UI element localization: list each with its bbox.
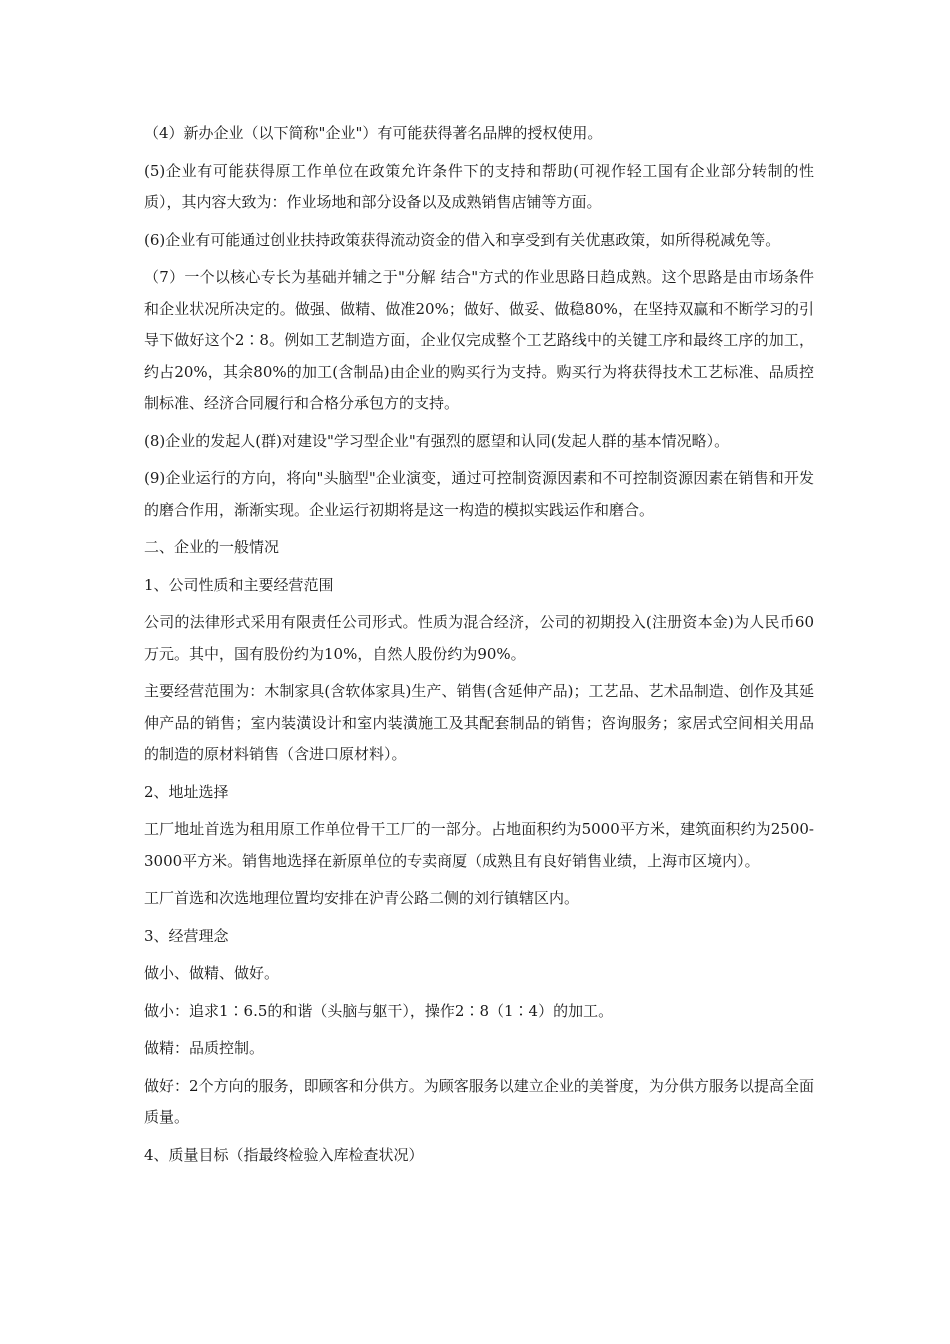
paragraph-operating-direction: (9)企业运行的方向，将向"头脑型"企业演变，通过可控制资源因素和不可控制资源因素在销售和开发的磨合作用，渐渐实现。企业运行初期将是这一构造的模拟实践运作和磨合。: [144, 469, 814, 519]
paragraph-former-employer-support: (5)企业有可能获得原工作单位在政策允许条件下的支持和帮助(可视作轻工国有企业部分转制的性质），其内容大致为：作业场地和部分设备以及成熟销售店铺等方面。: [144, 161, 814, 211]
subheading-site-selection: 2、地址选择: [144, 782, 229, 801]
section-heading-general: 二、企业的一般情况: [144, 538, 280, 556]
subheading-quality-target: 4、质量目标（指最终检验入库检查状况）: [144, 1145, 424, 1164]
paragraph-do-well: 做好：2个方向的服务，即顾客和分供方。为顾客服务以建立企业的美誉度，为分供方服务以提高全面质量。: [144, 1076, 814, 1126]
paragraph-brand-license: （4）新办企业（以下简称"企业"）有可能获得著名品牌的授权使用。: [144, 124, 603, 142]
paragraph-do-small: 做小：追求1∶6.5的和谐（头脑与躯干），操作2∶8（1∶4）的加工。: [144, 1001, 614, 1020]
paragraph-core-competence: （7）一个以核心专长为基础并辅之于"分解 结合"方式的作业思路日趋成熟。这个思路是由市场条件和企业状况所决定的。做强、做精、做准20%；做好、做妥、做稳80%，在坚持双赢和不断学习的引导下做好这个2∶8。例如工艺制造方面，企业仅完成整个工艺路线中的关键工序和最终工序的加工，约占20%，其余80%的加工(含制品)由企业的购买行为支持。购买行为将获得技术工艺标准、品质控制标准、经济合同履行和合格分承包方的支持。: [144, 268, 814, 412]
paragraph-site-location: 工厂首选和次选地理位置均安排在沪青公路二侧的刘行镇辖区内。: [144, 889, 580, 907]
paragraph-startup-policy: (6)企业有可能通过创业扶持政策获得流动资金的借入和享受到有关优惠政策，如所得税减免等。: [144, 230, 781, 249]
paragraph-do-fine: 做精：品质控制。: [144, 1039, 265, 1057]
paragraph-philosophy-summary: 做小、做精、做好。: [144, 964, 280, 982]
subheading-business-philosophy: 3、经营理念: [144, 926, 229, 945]
paragraph-business-scope: 主要经营范围为：木制家具(含软体家具)生产、销售(含延伸产品)；工艺品、艺术品制造、创作及其延伸产品的销售；室内装潢设计和室内装潢施工及其配套制品的销售；咨询服务；家居式空间相关用品的制造的原材料销售（含进口原材料）。: [144, 682, 814, 763]
document-body: [144, 118, 814, 1177]
paragraph-factory-site: 工厂地址首选为租用原工作单位骨干工厂的一部分。占地面积约为5000平方米，建筑面积约为2500-3000平方米。销售地选择在新原单位的专卖商厦（成熟且有良好销售业绩，上海市区境内）。: [144, 820, 814, 870]
subheading-company-nature: 1、公司性质和主要经营范围: [144, 575, 334, 594]
paragraph-legal-form: 公司的法律形式采用有限责任公司形式。性质为混合经济，公司的初期投入(注册资本金)为人民币60万元。其中，国有股份约为10%，自然人股份约为90%。: [144, 613, 814, 663]
paragraph-learning-organization: (8)企业的发起人(群)对建设"学习型企业"有强烈的愿望和认同(发起人群的基本情况略）。: [144, 431, 730, 450]
